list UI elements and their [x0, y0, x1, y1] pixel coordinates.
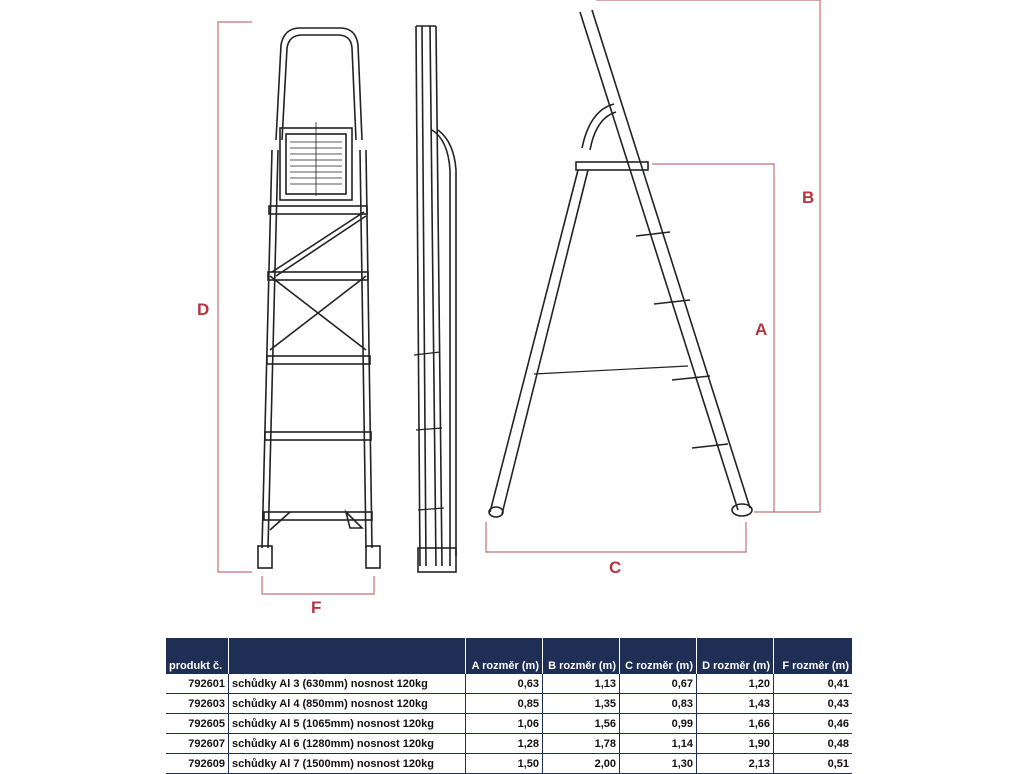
- table-row: [166, 734, 852, 754]
- ladder-side-view: [414, 26, 456, 572]
- cell-product: 792601: [166, 674, 229, 694]
- cell-a: 1,06: [466, 714, 543, 734]
- dimension-f-line: [262, 576, 374, 594]
- cell-product: 792605: [166, 714, 229, 734]
- table-row: [166, 694, 852, 714]
- cell-d: 1,66: [697, 714, 774, 734]
- ladder-open-view: [489, 10, 752, 517]
- dimension-label-b: B: [802, 188, 815, 207]
- cell-description: schůdky Al 3 (630mm) nosnost 120kg: [229, 674, 466, 694]
- column-header-f: F rozměr (m): [774, 638, 853, 674]
- cell-c: 0,83: [620, 694, 697, 714]
- ladder-front-view: [258, 28, 380, 568]
- cell-c: 0,99: [620, 714, 697, 734]
- cell-a: 1,28: [466, 734, 543, 754]
- cell-description: schůdky Al 4 (850mm) nosnost 120kg: [229, 694, 466, 714]
- cell-a: 1,50: [466, 754, 543, 774]
- column-header-c: C rozměr (m): [620, 638, 697, 674]
- cell-b: 1,78: [543, 734, 620, 754]
- cell-c: 0,67: [620, 674, 697, 694]
- cell-a: 0,85: [466, 694, 543, 714]
- cell-f: 0,43: [774, 694, 853, 714]
- column-header-description: [229, 638, 466, 674]
- table-row: [166, 754, 852, 774]
- cell-b: 1,13: [543, 674, 620, 694]
- dimension-d-line: [218, 22, 252, 572]
- column-header-d: D rozměr (m): [697, 638, 774, 674]
- cell-b: 1,35: [543, 694, 620, 714]
- dimension-label-f: F: [311, 598, 322, 617]
- cell-c: 1,14: [620, 734, 697, 754]
- cell-f: 0,48: [774, 734, 853, 754]
- dimension-c-line: [486, 522, 746, 552]
- column-header-b: B rozměr (m): [543, 638, 620, 674]
- cell-product: 792609: [166, 754, 229, 774]
- cell-d: 1,90: [697, 734, 774, 754]
- table-header-row: [166, 638, 852, 674]
- cell-description: schůdky Al 7 (1500mm) nosnost 120kg: [229, 754, 466, 774]
- cell-product: 792603: [166, 694, 229, 714]
- column-header-product: produkt č.: [166, 638, 229, 674]
- cell-b: 2,00: [543, 754, 620, 774]
- cell-f: 0,51: [774, 754, 853, 774]
- cell-d: 1,43: [697, 694, 774, 714]
- cell-d: 1,20: [697, 674, 774, 694]
- cell-f: 0,46: [774, 714, 853, 734]
- cell-description: schůdky Al 6 (1280mm) nosnost 120kg: [229, 734, 466, 754]
- dimension-label-c: C: [609, 558, 622, 577]
- dimension-label-d: D: [197, 300, 210, 319]
- cell-description: schůdky Al 5 (1065mm) nosnost 120kg: [229, 714, 466, 734]
- table-row: [166, 674, 852, 694]
- dimension-lines: [218, 0, 820, 594]
- dimension-label-a: A: [755, 320, 768, 339]
- cell-c: 1,30: [620, 754, 697, 774]
- dimension-b-line: [596, 0, 820, 512]
- cell-b: 1,56: [543, 714, 620, 734]
- cell-product: 792607: [166, 734, 229, 754]
- cell-d: 2,13: [697, 754, 774, 774]
- table-row: [166, 714, 852, 734]
- specification-table: [166, 638, 852, 774]
- cell-a: 0,63: [466, 674, 543, 694]
- column-header-a: A rozměr (m): [466, 638, 543, 674]
- cell-f: 0,41: [774, 674, 853, 694]
